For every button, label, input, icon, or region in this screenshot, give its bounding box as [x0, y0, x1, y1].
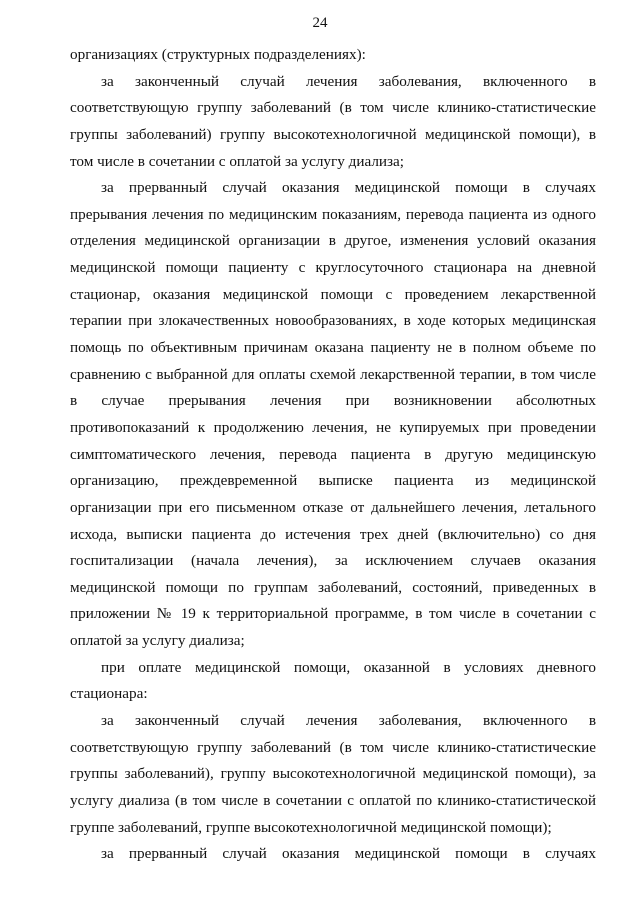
text-line: терапии при злокачественных новообразованиях, в ходе которых медицинская [70, 312, 596, 330]
text-line: симптоматического лечения, перевода пациента в другую медицинскую [70, 445, 596, 463]
text-line: организации при его письменном отказе от дальнейшего лечения, летального [70, 498, 596, 516]
text-line: медицинской помощи по группам заболеваний, состояний, приведенных в [70, 578, 596, 596]
text-line: за прерванный случай оказания медицинской помощи в случаях [101, 845, 596, 863]
text-line: сравнению с выбранной для оплаты схемой лекарственной терапии, в том числе [70, 365, 596, 383]
text-line: госпитализации (начала лечения), за исключением случаев оказания [70, 552, 596, 570]
text-line: оплатой за услугу диализа; [70, 632, 245, 650]
text-line: помощь по объективным причинам оказана пациенту не в полном объеме по [70, 339, 596, 357]
body-text [70, 42, 596, 868]
text-line: соответствующую группу заболеваний (в том числе клинико-статистические [70, 99, 596, 117]
text-line: том числе в сочетании с оплатой за услугу диализа; [70, 152, 405, 170]
text-line: в случае прерывания лечения при возникновении абсолютных [70, 392, 596, 410]
text-line: организациях (структурных подразделениях): [70, 46, 366, 63]
text-line: за законченный случай лечения заболевания, включенного в [101, 712, 596, 730]
text-line: группы заболеваний) группу высокотехнологичной медицинской помощи), в [70, 125, 596, 143]
text-line: группы заболеваний), группу высокотехнологичной медицинской помощи), за [70, 765, 596, 783]
text-line: стационар, оказания медицинской помощи с проведением лекарственной [70, 285, 596, 303]
text-line: услугу диализа (в том числе в сочетании с оплатой по клинико-статистической [70, 791, 596, 809]
page-number: 24 [312, 15, 328, 31]
text-line: медицинской помощи пациенту с круглосуточного стационара на дневной [70, 259, 596, 277]
text-line: исхода, выписки пациента до истечения трех дней (включительно) со дня [70, 525, 596, 543]
text-line: группе заболеваний, группе высокотехнологичной медицинской помощи); [70, 818, 552, 836]
text-line: за закончeнный случай лечения заболевания, включенного в [101, 72, 596, 90]
text-line: за прерванный случай оказания медицинской помощи в случаях [101, 179, 596, 197]
text-line: отделения медицинской организации в другое, изменения условий оказания [70, 232, 596, 250]
text-line: приложении № 19 к территориальной программе, в том числе в сочетании с [70, 605, 596, 623]
text-line: противопоказаний к продолжению лечения, не купируемых при проведении [70, 418, 596, 436]
text-line: организацию, преждевременной выписке пациента из медицинской [70, 472, 596, 490]
text-line: соответствующую группу заболеваний (в том числе клинико-статистические [70, 738, 596, 756]
text-line: стационара: [70, 685, 148, 703]
text-line: прерывания лечения по медицинским показаниям, перевода пациента из одного [70, 205, 596, 223]
text-line: при оплате медицинской помощи, оказанной в условиях дневного [101, 658, 596, 676]
